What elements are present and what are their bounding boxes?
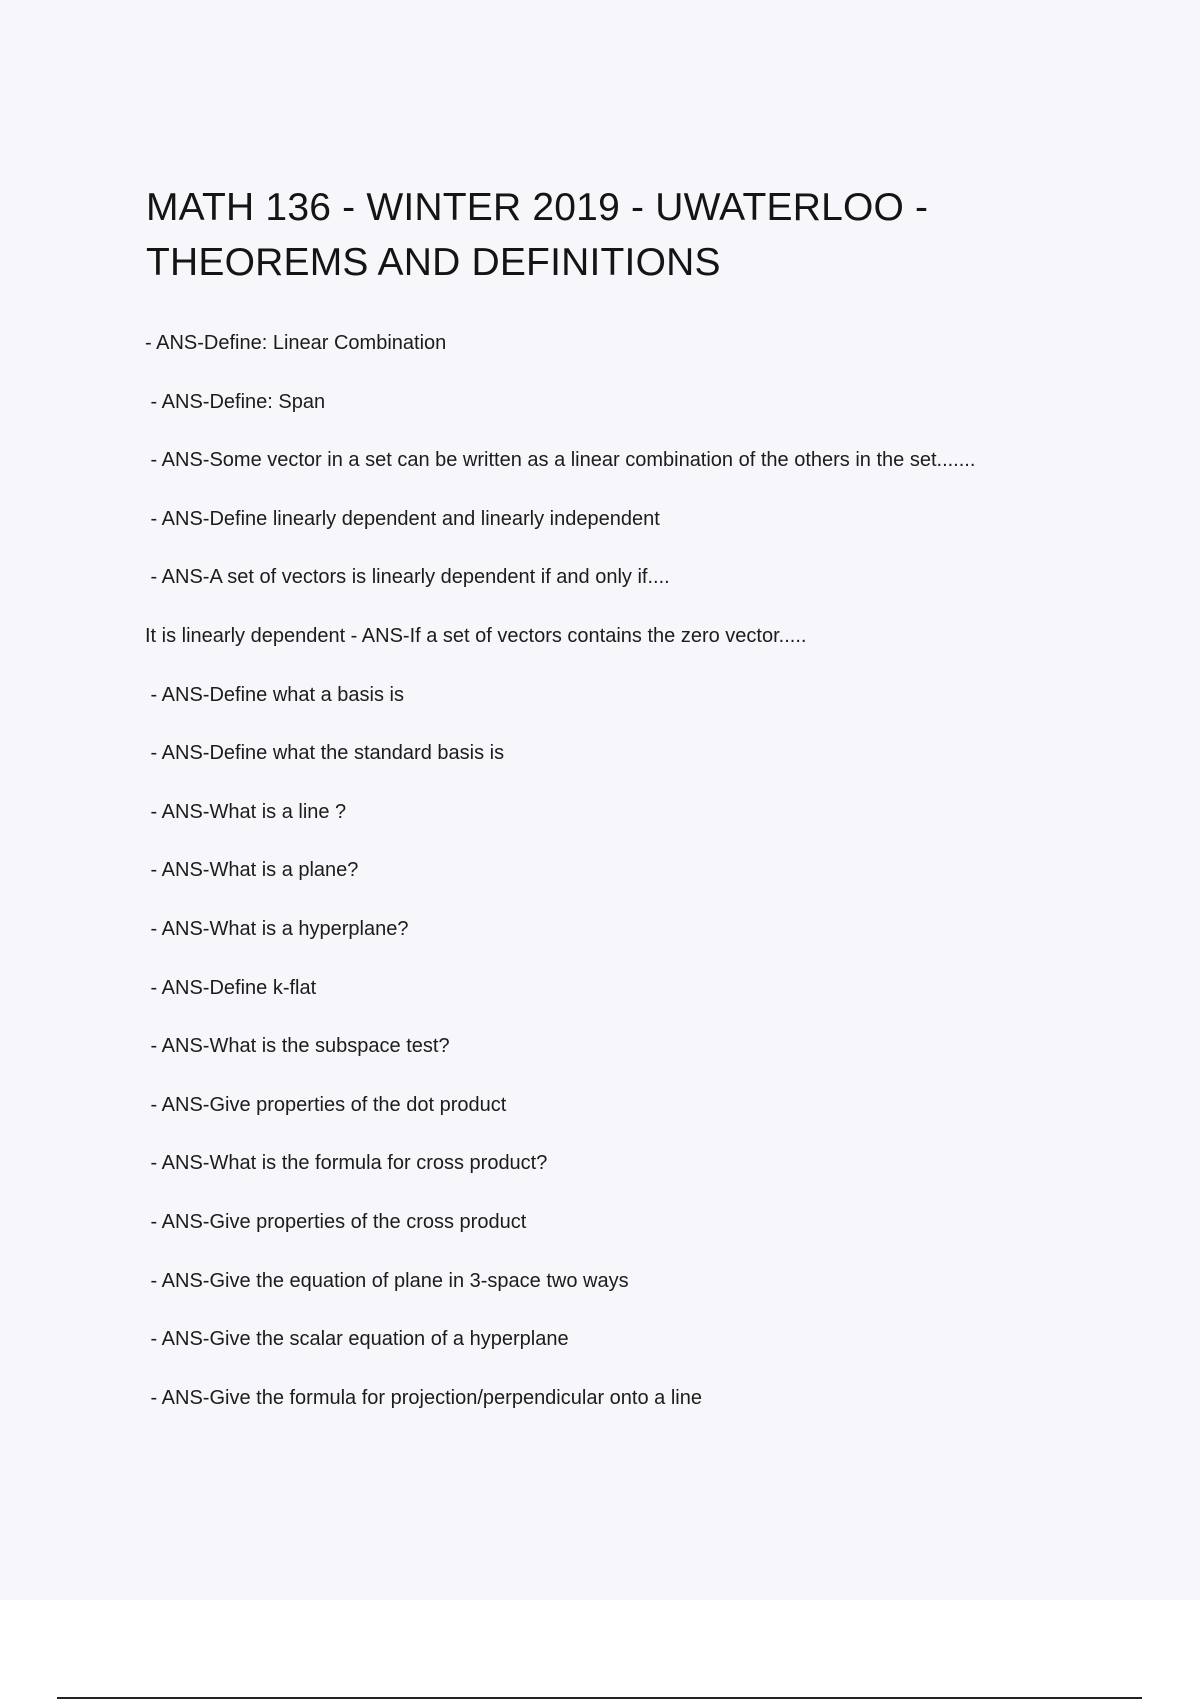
list-item: - ANS-What is the formula for cross product? bbox=[145, 1152, 548, 1175]
footer-divider bbox=[57, 1697, 1142, 1699]
list-item: - ANS-Give properties of the cross product bbox=[145, 1210, 527, 1233]
list-item: - ANS-What is a hyperplane? bbox=[145, 917, 409, 940]
question-list bbox=[145, 331, 1145, 1444]
list-item: - ANS-Give the scalar equation of a hyperplane bbox=[145, 1328, 569, 1351]
document-title bbox=[146, 180, 1046, 290]
list-item: - ANS-Define: Span bbox=[145, 390, 326, 413]
title-line-1: MATH 136 - WINTER 2019 - UWATERLOO - bbox=[146, 186, 929, 229]
list-item: - ANS-What is the subspace test? bbox=[145, 1035, 450, 1058]
list-item: - ANS-Define: Linear Combination bbox=[145, 332, 447, 354]
list-item: - ANS-What is a plane? bbox=[145, 859, 359, 882]
title-line-2: THEOREMS AND DEFINITIONS bbox=[146, 241, 721, 284]
list-item: - ANS-Give properties of the dot product bbox=[145, 1093, 507, 1116]
list-item: - ANS-Define what a basis is bbox=[145, 683, 404, 706]
list-item: It is linearly dependent - ANS-If a set of vectors contains the zero vector..... bbox=[145, 624, 807, 647]
list-item: - ANS-A set of vectors is linearly dependent if and only if.... bbox=[145, 566, 670, 589]
list-item: - ANS-Give the formula for projection/perpendicular onto a line bbox=[145, 1386, 702, 1409]
list-item: - ANS-What is a line ? bbox=[145, 800, 347, 823]
list-item: - ANS-Define what the standard basis is bbox=[145, 742, 505, 765]
list-item: - ANS-Give the equation of plane in 3-space two ways bbox=[145, 1269, 629, 1292]
list-item: - ANS-Some vector in a set can be written as a linear combination of the others in the set....... bbox=[145, 449, 976, 472]
list-item: - ANS-Define linearly dependent and linearly independent bbox=[145, 507, 660, 530]
list-item: - ANS-Define k-flat bbox=[145, 976, 317, 999]
